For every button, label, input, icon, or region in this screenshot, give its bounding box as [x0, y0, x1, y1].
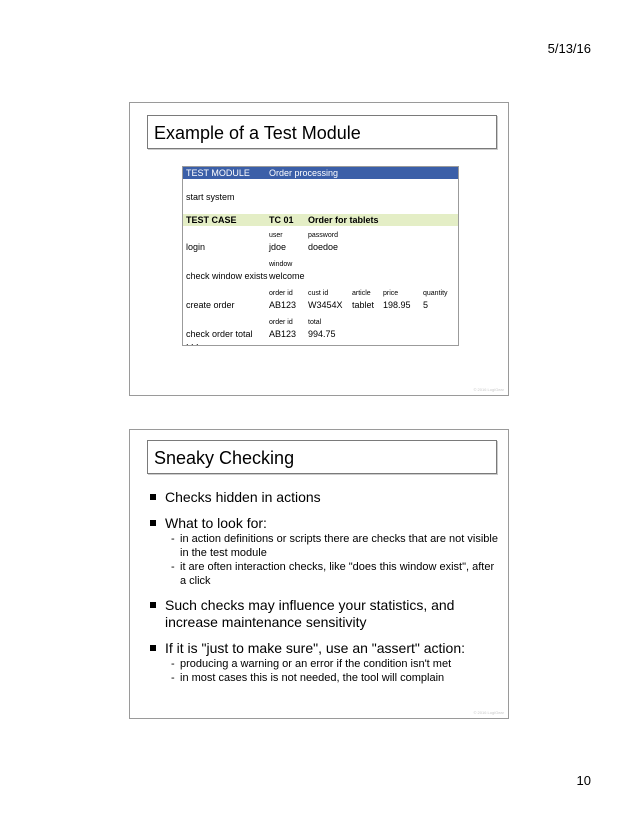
arg-header: order id	[269, 319, 293, 326]
cell-value: welcome	[269, 271, 305, 281]
copyright-watermark: © 2016 LogiGear	[473, 387, 504, 392]
action-check-window: check window exists	[186, 271, 268, 281]
bullet-item	[148, 489, 498, 506]
sub-bullet-text: it are often interaction checks, like "does this window exist", after a click	[180, 561, 495, 587]
cell-value: jdoe	[269, 242, 287, 252]
sub-bullet-text: in most cases this is not needed, the tool will complain	[180, 672, 445, 684]
action-start-system: start system	[186, 192, 235, 202]
cell-value: W3454X	[308, 300, 343, 310]
sub-bullet: - it are often interaction checks, like "does this window exist", after a click	[171, 561, 495, 587]
arg-header: order id	[269, 290, 293, 297]
bullet-item	[148, 515, 498, 588]
sub-bullet: - in most cases this is not needed, the tool will complain	[171, 672, 445, 684]
arg-header: article	[352, 290, 371, 297]
slide-sneaky-checking	[129, 429, 509, 719]
square-bullet-icon	[150, 520, 156, 526]
cell-value: AB123	[269, 329, 297, 339]
arg-header: quantity	[423, 290, 448, 297]
cell-value: AB123	[269, 300, 297, 310]
bullet-item	[148, 640, 498, 685]
page-date: 5/13/16	[547, 41, 591, 56]
copyright-watermark: © 2016 LogiGear	[473, 710, 504, 715]
cell-value: 198.95	[383, 300, 411, 310]
sub-bullet: - in action definitions or scripts there are checks that are not visible in the test module	[171, 533, 498, 559]
test-case-id: TC 01	[269, 215, 294, 225]
test-case-name: Order for tablets	[308, 215, 379, 225]
slide-title: Sneaky Checking	[147, 440, 497, 474]
arg-header: window	[269, 261, 293, 268]
ellipsis: . . .	[186, 337, 199, 347]
square-bullet-icon	[150, 602, 156, 608]
action-check-total: check order total	[186, 329, 253, 339]
bullet-item	[148, 597, 498, 631]
slide-test-module	[129, 102, 509, 396]
square-bullet-icon	[150, 494, 156, 500]
bullet-text: If it is "just to make sure", use an "assert" action:	[165, 640, 466, 656]
action-login: login	[186, 242, 206, 252]
test-module-table	[182, 166, 459, 346]
arg-header: cust id	[308, 290, 329, 297]
test-case-row	[183, 214, 458, 226]
cell-value: 994.75	[308, 329, 336, 339]
sub-bullet: - producing a warning or an error if the condition isn't met	[171, 658, 452, 670]
bullet-list	[148, 489, 498, 694]
arg-header: user	[269, 232, 283, 239]
slide-title: Example of a Test Module	[147, 115, 497, 149]
test-case-label: TEST CASE	[186, 215, 237, 225]
sub-bullet-text: producing a warning or an error if the condition isn't met	[180, 658, 452, 670]
page-number: 10	[576, 773, 591, 788]
bullet-text: Checks hidden in actions	[165, 489, 321, 505]
table-header-row	[183, 167, 458, 179]
arg-header: password	[308, 232, 338, 239]
arg-header: price	[383, 290, 399, 297]
bullet-text: What to look for:	[165, 515, 267, 531]
cell-value: doedoe	[308, 242, 339, 252]
action-create-order: create order	[186, 300, 235, 310]
header-label: TEST MODULE	[186, 168, 250, 178]
cell-value: tablet	[352, 300, 375, 310]
bullet-text: Such checks may influence your statistics, and increase maintenance sensitivity	[165, 597, 455, 630]
header-value: Order processing	[269, 168, 339, 178]
cell-value: 5	[423, 300, 429, 310]
square-bullet-icon	[150, 645, 156, 651]
arg-header: total	[308, 319, 322, 326]
sub-bullet-text: in action definitions or scripts there are checks that are not visible in the test module	[180, 533, 498, 559]
